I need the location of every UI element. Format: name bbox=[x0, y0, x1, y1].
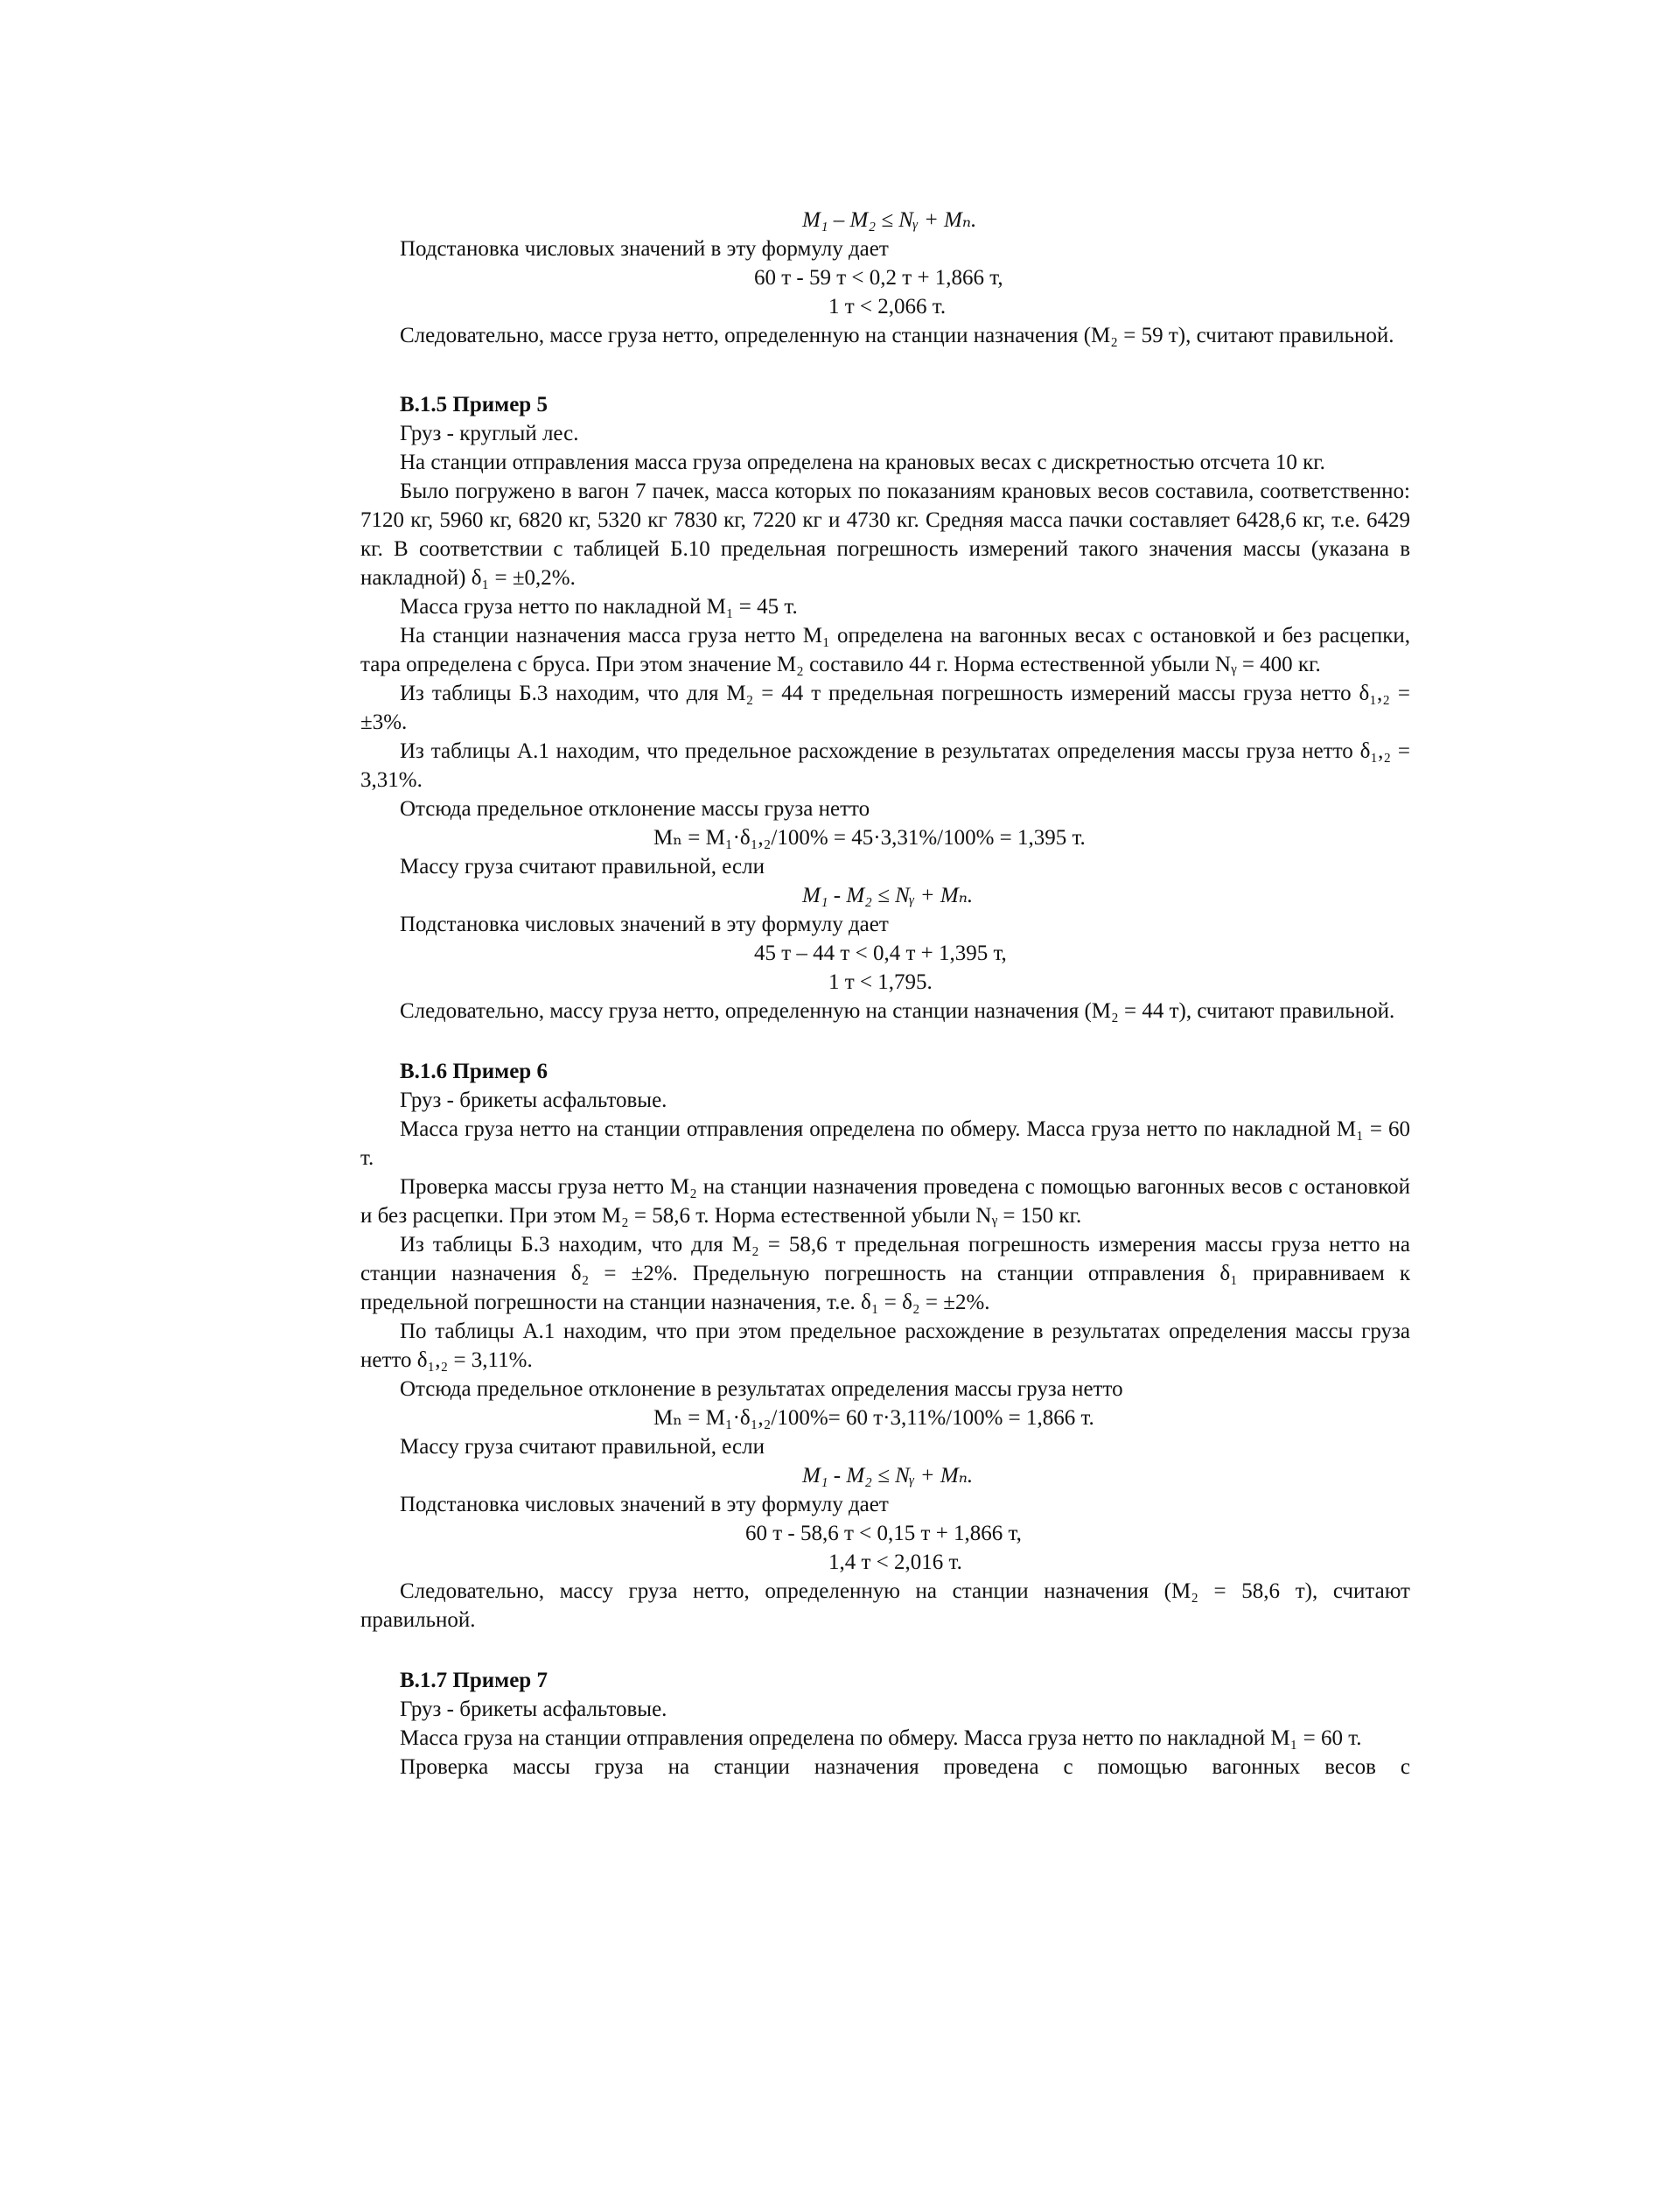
paragraph: Масса груза нетто на станции отправления определена по обмеру. Масса груза нетто по накладной M₁ = 60 т. bbox=[360, 1117, 1410, 1170]
paragraph: Массу груза считают правильной, если bbox=[400, 855, 765, 878]
paragraph: Подстановка числовых значений в эту формулу дает bbox=[400, 237, 889, 261]
paragraph: По таблицы А.1 находим, что при этом предельное расхождение в результатах определения массы груза нетто δ₁,₂ = 3,11%. bbox=[360, 1320, 1410, 1372]
formula-condition: M₁ - M₂ ≤ Nᵧ + Mₙ. bbox=[802, 1464, 974, 1488]
paragraph: На станции назначения масса груза нетто M₁ определена на вагонных весах с остановкой и без расцепки, тара определена с бруса. При этом значение M₂ составило 44 г. Норма естественной убыли Nᵧ = 400 кг. bbox=[360, 624, 1410, 676]
paragraph: Масса груза нетто по накладной M₁ = 45 т. bbox=[400, 595, 798, 619]
paragraph-conclusion: Следовательно, массу груза нетто, определенную на станции назначения (M₂ = 58,6 т), считают правильной. bbox=[360, 1579, 1410, 1632]
paragraph: Было погружено в вагон 7 пачек, масса которых по показаниям крановых весов составила, соответственно: 7120 кг, 5960 кг, 6820 кг, 5320 кг 7830 кг, 7220 кг и 4730 кг. Средняя масса пачки составляет 6428,6 кг, т.е. 6429 кг. В соответствии с таблицей Б.10 предельная погрешность измерений такого значения массы (указана в накладной) δ₁ = ±0,2%. bbox=[360, 480, 1410, 590]
paragraph: Отсюда предельное отклонение массы груза нетто bbox=[400, 797, 870, 821]
section-heading-example-6: В.1.6 Пример 6 bbox=[400, 1060, 548, 1083]
formula-condition: M₁ – M₂ ≤ Nᵧ + Mₙ. bbox=[802, 208, 977, 232]
paragraph: Массу груза считают правильной, если bbox=[400, 1435, 765, 1459]
paragraph-conclusion: Следовательно, массе груза нетто, определенную на станции назначения (M₂ = 59 т), считают правильной. bbox=[400, 324, 1394, 347]
paragraph: Из таблицы Б.3 находим, что для M₂ = 44 т предельная погрешность измерений массы груза нетто δ₁,₂ = ±3%. bbox=[360, 682, 1410, 734]
page-content bbox=[360, 206, 1410, 1782]
formula-condition: M₁ - M₂ ≤ Nᵧ + Mₙ. bbox=[802, 884, 974, 907]
formula-deviation: Mₙ = M₁·δ₁,₂/100%= 60 т·3,11%/100% = 1,866 т. bbox=[653, 1406, 1094, 1430]
paragraph: Груз - брикеты асфальтовые. bbox=[400, 1698, 667, 1721]
paragraph: Проверка массы груза на станции назначения проведена с помощью вагонных весов с bbox=[400, 1755, 1410, 1779]
paragraph: Груз - круглый лес. bbox=[400, 422, 579, 445]
paragraph: Проверка массы груза нетто M₂ на станции назначения проведена с помощью вагонных весов с остановкой и без расцепки. При этом M₂ = 58,6 т. Норма естественной убыли Nᵧ = 150 кг. bbox=[360, 1175, 1410, 1228]
paragraph: На станции отправления масса груза определена на крановых весах с дискретностью отсчета 10 кг. bbox=[400, 451, 1325, 474]
paragraph: Подстановка числовых значений в эту формулу дает bbox=[400, 913, 889, 936]
paragraph: Отсюда предельное отклонение в результатах определения массы груза нетто bbox=[400, 1377, 1123, 1401]
formula-result: 1,4 т < 2,016 т. bbox=[828, 1550, 962, 1574]
paragraph: Из таблицы Б.3 находим, что для M₂ = 58,6 т предельная погрешность измерения массы груза нетто на станции назначения δ₂ = ±2%. Предельную погрешность на станции отправления δ₁ приравниваем к предельной погрешности на станции назначения, т.е. δ₁ = δ₂ = ±2%. bbox=[360, 1233, 1410, 1314]
formula-substitution: 60 т - 59 т < 0,2 т + 1,866 т, bbox=[754, 266, 1003, 290]
formula-result: 1 т < 2,066 т. bbox=[828, 295, 947, 318]
paragraph: Груз - брикеты асфальтовые. bbox=[400, 1088, 667, 1112]
paragraph: Подстановка числовых значений в эту формулу дает bbox=[400, 1493, 889, 1516]
formula-deviation: Mₙ = M₁·δ₁,₂/100% = 45·3,31%/100% = 1,395 т. bbox=[653, 826, 1086, 850]
formula-result: 1 т < 1,795. bbox=[828, 970, 933, 994]
paragraph-conclusion: Следовательно, массу груза нетто, определенную на станции назначения (M₂ = 44 т), считают правильной. bbox=[400, 999, 1395, 1023]
paragraph: Масса груза на станции отправления определена по обмеру. Масса груза нетто по накладной M₁ = 60 т. bbox=[400, 1726, 1362, 1750]
section-heading-example-5: В.1.5 Пример 5 bbox=[400, 393, 548, 416]
formula-substitution: 60 т - 58,6 т < 0,15 т + 1,866 т, bbox=[745, 1522, 1022, 1545]
paragraph: Из таблицы А.1 находим, что предельное расхождение в результатах определения массы груза нетто δ₁,₂ = 3,31%. bbox=[360, 739, 1410, 792]
formula-substitution: 45 т – 44 т < 0,4 т + 1,395 т, bbox=[754, 942, 1007, 965]
section-heading-example-7: В.1.7 Пример 7 bbox=[400, 1669, 548, 1692]
